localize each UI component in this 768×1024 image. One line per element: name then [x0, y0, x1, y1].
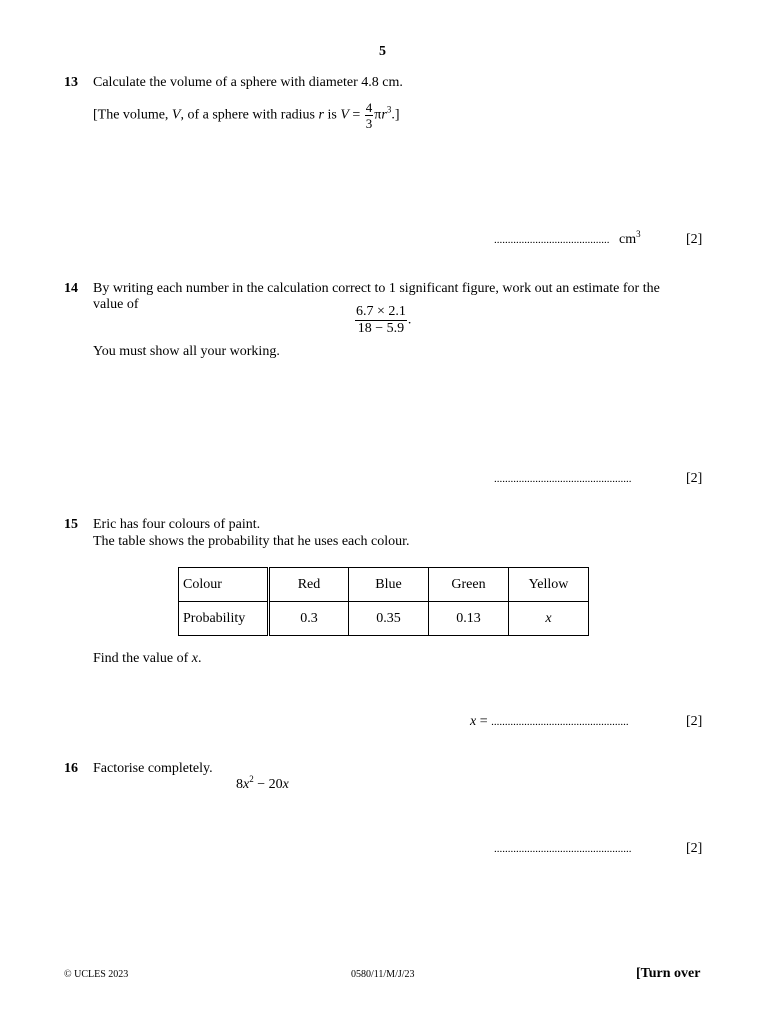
table-cell-prob-green: 0.13 — [429, 602, 509, 636]
answer-line-14[interactable] — [494, 471, 632, 487]
fraction-denominator: 3 — [365, 116, 373, 131]
answer-unit-13: $cm^3$ — [619, 229, 641, 247]
question-number-14: 14 — [64, 281, 78, 296]
table-cell-red: Red — [269, 568, 349, 602]
answer-dots-15: .................................................. — [491, 716, 629, 728]
table-cell-prob-blue: 0.35 — [349, 602, 429, 636]
hint-mid: , of a sphere with radius — [180, 107, 319, 123]
question-14-instruction: You must show all your working. — [93, 344, 280, 359]
table-cell-prob-red: 0.3 — [269, 602, 349, 636]
probability-table — [178, 567, 589, 636]
question-number-13: 13 — [64, 75, 78, 90]
answer-dots-14: .................................................. — [494, 473, 632, 485]
hint-prefix: [The volume, — [93, 107, 172, 123]
hint-eq: = — [348, 107, 364, 123]
hint-suffix: .] — [391, 107, 400, 123]
hint-pi: π — [374, 107, 382, 123]
answer-line-16[interactable] — [494, 841, 632, 857]
table-header-probability: Probability — [179, 602, 269, 636]
question-14-text-line1: By writing each number in the calculation correct to 1 significant figure, work out an estimate for the — [93, 281, 660, 296]
footer-copyright: © UCLES 2023 — [64, 969, 129, 980]
page-number: 5 — [379, 44, 386, 59]
answer-dots-16: .................................................. — [494, 843, 632, 855]
table-cell-yellow: Yellow — [509, 568, 589, 602]
question-number-15: 15 — [64, 517, 78, 532]
marks-13: [2] — [686, 232, 703, 247]
table-header-colour: Colour — [179, 568, 269, 602]
fraction-numerator: 4 — [365, 100, 373, 115]
hint-v2: V — [340, 107, 349, 123]
fraction-denominator: 18 − 5.9 — [357, 321, 405, 336]
question-15-line2: The table shows the probability that he uses each colour. — [93, 534, 410, 549]
answer-line-13[interactable] — [494, 229, 641, 248]
footer-turn-over: [Turn over — [636, 966, 701, 981]
answer-dots-13: .......................................... — [494, 234, 610, 246]
question-15-line1: Eric has four colours of paint. — [93, 517, 261, 532]
marks-14: [2] — [686, 471, 703, 486]
table-cell-blue: Blue — [349, 568, 429, 602]
hint-r2: r — [381, 107, 387, 123]
question-16-expression: $8x^2 - 20x$ — [236, 774, 289, 792]
hint-exponent: 3 — [386, 104, 392, 115]
table-cell-green: Green — [429, 568, 509, 602]
question-number-16: 16 — [64, 761, 78, 776]
table-row-colour — [179, 568, 589, 602]
question-13-formula-hint — [93, 101, 399, 130]
marks-15: [2] — [686, 714, 703, 729]
table-cell-prob-yellow: x — [509, 602, 589, 636]
question-14-fraction — [354, 305, 411, 336]
question-14-text-line2: value of — [93, 297, 139, 312]
answer-var-15: x — [470, 714, 477, 729]
hint-v: V — [171, 107, 181, 123]
hint-fraction — [365, 101, 374, 130]
fraction-end: . — [407, 312, 412, 328]
marks-16: [2] — [686, 841, 703, 856]
answer-eq-15: = — [476, 714, 492, 729]
question-13-text: Calculate the volume of a sphere with diameter 4.8 cm. — [93, 75, 403, 90]
fraction-numerator: 6.7 × 2.1 — [356, 304, 406, 319]
question-16-text: Factorise completely. — [93, 761, 213, 776]
hint-r: r — [318, 107, 324, 123]
hint-is: is — [323, 107, 341, 123]
table-row-probability — [179, 602, 589, 636]
answer-line-15[interactable] — [470, 714, 629, 730]
question-15-find: Find the value of x. — [93, 651, 202, 666]
footer-paper-code: 0580/11/M/J/23 — [351, 969, 415, 980]
